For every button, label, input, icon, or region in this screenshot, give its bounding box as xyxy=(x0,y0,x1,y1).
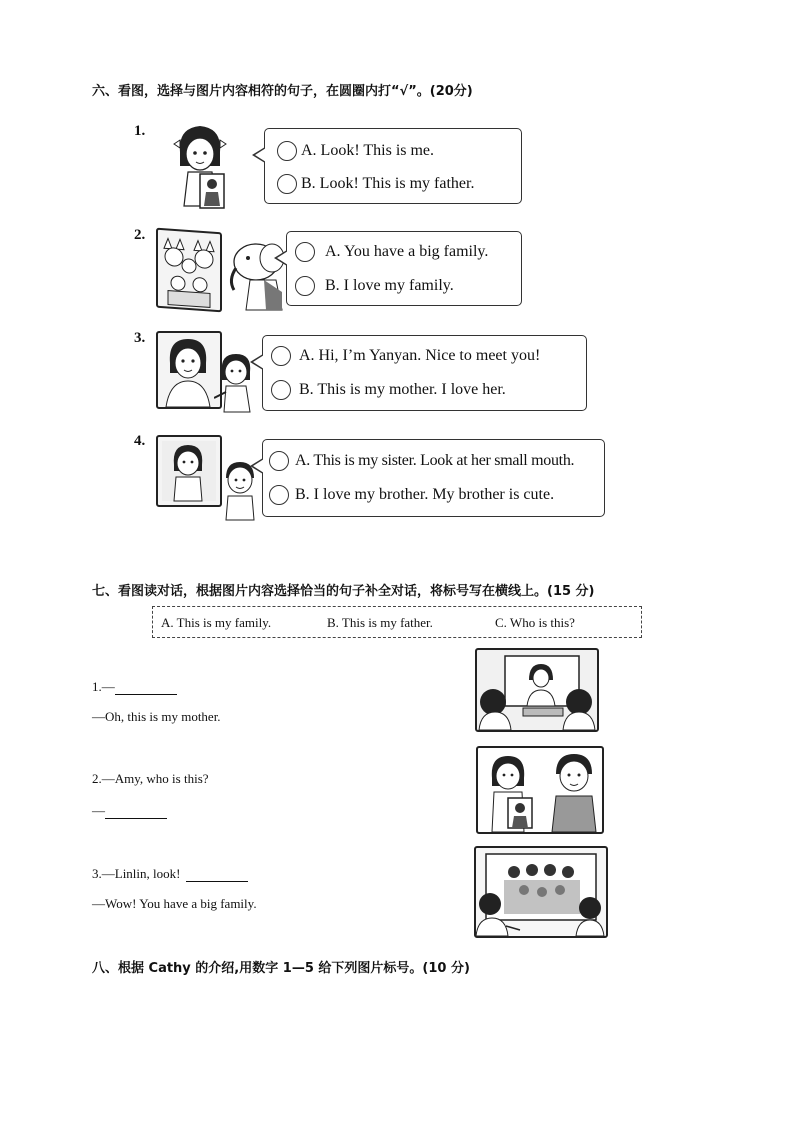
dialog-2-line-1: 2.—Amy, who is this? xyxy=(92,771,209,786)
item-3-number: 3. xyxy=(134,330,146,346)
section-7-title: 七、看图读对话，根据图片内容选择恰当的句子补全对话，将标号写在横线上。(15 分) xyxy=(92,584,595,599)
answer-circle[interactable] xyxy=(269,451,289,471)
answer-circle[interactable] xyxy=(295,276,315,296)
answer-circle[interactable] xyxy=(269,485,289,505)
item-2-option-a[interactable] xyxy=(295,242,488,262)
dialog-2-picture xyxy=(476,746,604,834)
item-4-picture-frame xyxy=(156,435,222,507)
answer-blank-2[interactable] xyxy=(105,806,167,819)
dialog-3-line-2: —Wow! You have a big family. xyxy=(92,896,257,911)
dialog-1-picture xyxy=(475,648,599,732)
item-1-option-a[interactable] xyxy=(277,141,434,161)
dialog-2-speaker-b: — xyxy=(92,803,105,818)
section-6-title: 六、看图，选择与图片内容相符的句子，在圆圈内打“√”。(20分) xyxy=(92,84,473,99)
answer-circle[interactable] xyxy=(277,174,297,194)
dialog-1-line-1 xyxy=(92,679,177,695)
bubble-tail-inner xyxy=(253,355,264,369)
dialog-3-line-1 xyxy=(92,866,248,882)
option-a: A. This is my family. xyxy=(161,615,272,630)
answer-circle[interactable] xyxy=(277,141,297,161)
item-3-speech-bubble xyxy=(262,335,587,411)
bubble-tail-inner xyxy=(255,148,266,162)
item-4-option-b[interactable] xyxy=(269,485,554,505)
item-2-speech-bubble xyxy=(286,231,522,306)
item-4-option-a[interactable] xyxy=(269,451,574,471)
item-2-option-a-text: A. You have a big family. xyxy=(325,243,489,260)
item-1-option-a-text: A. Look! This is me. xyxy=(301,142,435,159)
dialog-1-speaker-a: 1.— xyxy=(92,679,115,694)
item-4-option-a-text: A. This is my sister. Look at her small mouth. xyxy=(295,452,575,469)
item-4-option-b-text: B. I love my brother. My brother is cute. xyxy=(295,486,555,503)
item-3-option-b-text: B. This is my mother. I love her. xyxy=(299,381,506,398)
answer-circle[interactable] xyxy=(271,346,291,366)
dialog-3-picture xyxy=(474,846,608,938)
item-3-option-a-text: A. Hi, I’m Yanyan. Nice to meet you! xyxy=(299,347,541,364)
item-1-number: 1. xyxy=(134,123,146,139)
answer-blank-3[interactable] xyxy=(186,869,248,882)
item-3-option-a[interactable] xyxy=(271,346,540,366)
girl-showing-photo-illustration xyxy=(478,748,602,832)
video-call-illustration xyxy=(477,650,597,730)
item-1-option-b-text: B. Look! This is my father. xyxy=(301,175,475,192)
item-2-option-b[interactable] xyxy=(295,276,454,296)
item-3-option-b[interactable] xyxy=(271,380,506,400)
item-1-option-b[interactable] xyxy=(277,174,474,194)
dialog-2-line-2 xyxy=(92,803,167,819)
section-8-title: 八、根据 Cathy 的介绍,用数字 1—5 给下列图片标号。(10 分) xyxy=(92,961,470,976)
item-4-speech-bubble xyxy=(262,439,605,517)
bubble-tail-inner xyxy=(277,251,288,265)
animal-family-illustration xyxy=(158,230,220,310)
answer-blank-1[interactable] xyxy=(115,682,177,695)
answer-circle[interactable] xyxy=(295,242,315,262)
dialog-1-line-2: —Oh, this is my mother. xyxy=(92,709,221,724)
option-c: C. Who is this? xyxy=(495,615,575,630)
girl-with-photo-illustration xyxy=(170,122,230,214)
item-2-picture-frame xyxy=(156,228,222,313)
item-2-number: 2. xyxy=(134,227,146,243)
woman-portrait-illustration xyxy=(158,333,220,407)
item-2-option-b-text: B. I love my family. xyxy=(325,277,454,294)
family-photo-illustration xyxy=(476,848,606,936)
answer-circle[interactable] xyxy=(271,380,291,400)
sister-photo-illustration xyxy=(158,437,220,505)
item-4-number: 4. xyxy=(134,433,146,449)
option-b: B. This is my father. xyxy=(327,615,433,630)
bubble-tail-inner xyxy=(253,459,264,473)
dialog-3-speaker-a: 3.—Linlin, look! xyxy=(92,866,181,881)
item-3-picture-frame xyxy=(156,331,222,409)
options-box xyxy=(152,606,642,638)
item-1-speech-bubble xyxy=(264,128,522,204)
